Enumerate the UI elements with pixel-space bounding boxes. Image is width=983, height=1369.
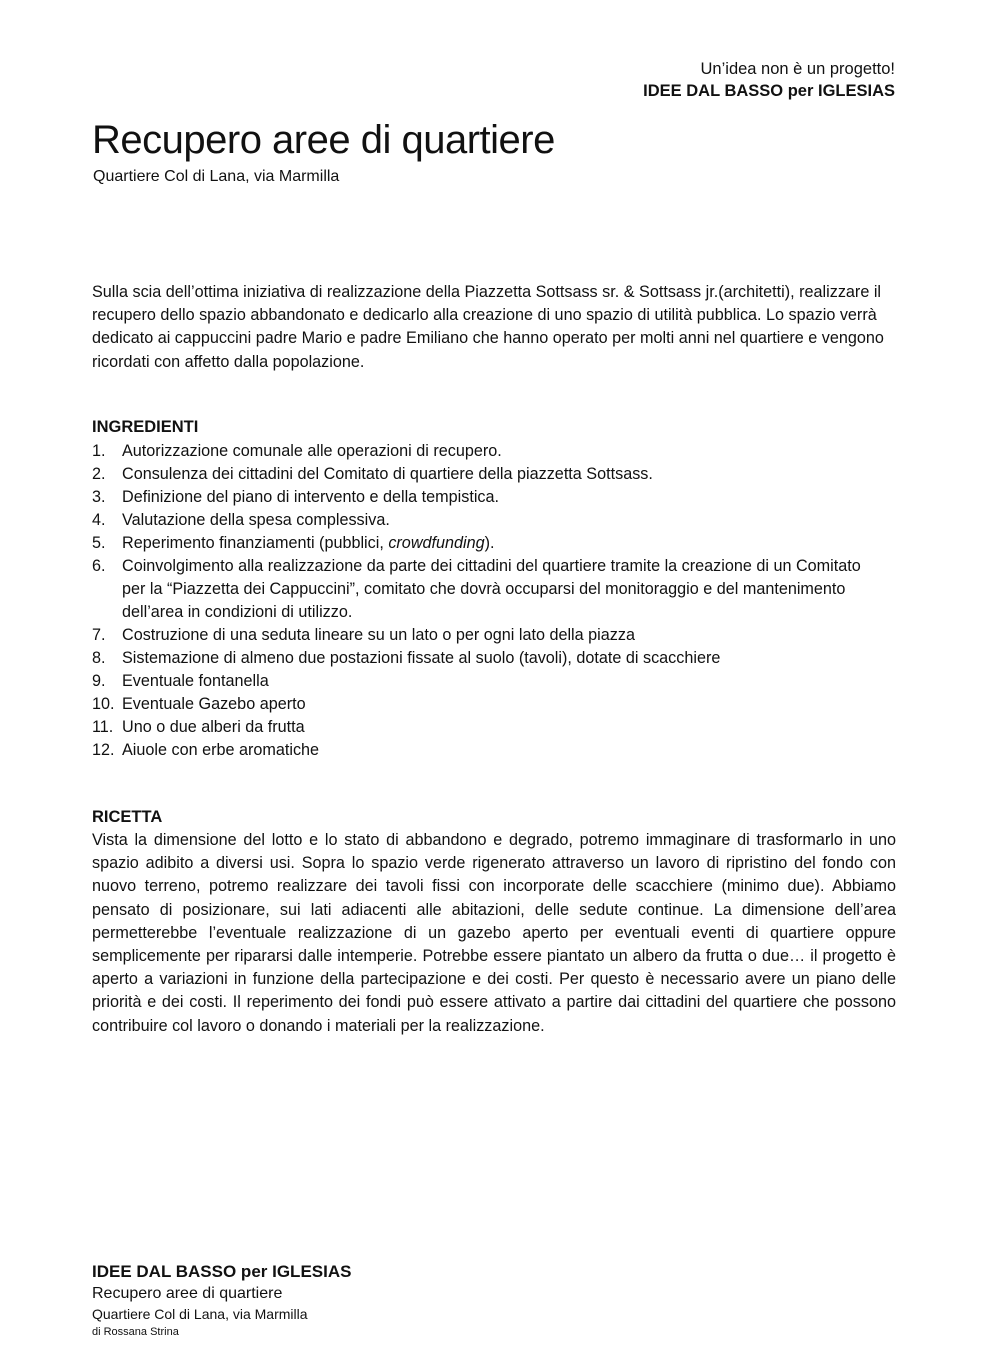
list-item-number: 9. [92,672,106,690]
footer-author: di Rossana Strina [92,1326,179,1338]
list-item [92,532,896,555]
list-item-number: 11. [92,718,114,736]
list-item-text-part: Reperimento finanziamenti (pubblici, [122,534,389,552]
list-item [92,624,896,647]
list-item-number: 5. [92,534,106,552]
list-item-text: Autorizzazione comunale alle operazioni di recupero. [122,442,502,460]
intro-paragraph: Sulla scia dell’ottima iniziativa di realizzazione della Piazzetta Sottsass sr. & Sottsass jr.(architetti), realizzare il recupero dello spazio abbandonato e dedicarlo alla creazione di uno spazio di utilità pubblica. Lo spazio verrà dedicato ai cappuccini padre Mario e padre Emiliano che hanno operato per molti anni nel quartiere e vengono ricordati con affetto dalla popolazione. [92,283,884,371]
list-item [92,716,896,739]
list-item-number: 8. [92,649,106,667]
list-item [92,486,896,509]
list-item [92,509,896,532]
list-item-number: 2. [92,465,106,483]
list-item-number: 12. [92,741,115,759]
header-brand: IDEE DAL BASSO per IGLESIAS [643,82,895,100]
header-tagline: Un’idea non è un progetto! [700,60,895,78]
ingredients-heading: INGREDIENTI [92,418,199,436]
list-item-text: Eventuale fontanella [122,672,269,690]
list-item-text: Definizione del piano di intervento e della tempistica. [122,488,500,506]
list-item [92,693,896,716]
list-item-text: Uno o due alberi da frutta [122,718,305,736]
footer-location: Quartiere Col di Lana, via Marmilla [92,1306,308,1322]
list-item [92,440,896,463]
ingredients-list [92,440,896,762]
page-subtitle: Quartiere Col di Lana, via Marmilla [93,168,340,185]
list-item-text-part: ). [484,534,495,552]
recipe-paragraph: Vista la dimensione del lotto e lo stato di abbandono e degrado, potremo immaginare di trasformarlo in uno spazio adibito a diversi usi. Sopra lo spazio verde rigenerato attraverso un lavoro di ripristino del fondo con nuovo terreno, potremo realizzare dei tavoli fissi con incorporate delle scacchiere (minimo due). Abbiamo pensato di posizionare, sui lati adiacenti alle abitazioni, delle sedute continue. La dimensione dell’area permetterebbe l’eventuale realizzazione di un gazebo aperto per eventuali eventi di quartiere oppure semplicemente per ripararsi dalle intemperie. Potrebbe essere piantato un albero da frutta o due… il progetto è aperto a variazioni in funzione della partecipazione e dei costi. Per questo è necessario avere un piano delle priorità e dei costi. Il reperimento dei fondi può essere attivato a partire dai cittadini del quartiere che possono contribuire col lavoro o donando i materiali per la realizzazione. [92,831,896,1035]
footer-title: Recupero aree di quartiere [92,1285,283,1302]
list-item-text-italic: crowdfunding [388,534,485,552]
list-item-number: 4. [92,511,106,529]
list-item-text: Valutazione della spesa complessiva. [122,511,390,529]
list-item [92,739,896,762]
footer-block [92,1261,692,1340]
list-item-text: Eventuale Gazebo aperto [122,695,306,713]
list-item-number: 3. [92,488,106,506]
header-block [295,58,895,102]
page-title: Recupero aree di quartiere [92,118,555,162]
list-item-number: 10. [92,695,115,713]
recipe-heading: RICETTA [92,808,163,826]
list-item [92,463,896,486]
list-item-text [122,532,896,555]
list-item-number: 6. [92,557,106,575]
list-item-text: Consulenza dei cittadini del Comitato di quartiere della piazzetta Sottsass. [122,465,653,483]
footer-brand: IDEE DAL BASSO per IGLESIAS [92,1262,352,1281]
list-item-text: Aiuole con erbe aromatiche [122,741,320,759]
list-item-number: 7. [92,626,106,644]
list-item-text: Sistemazione di almeno due postazioni fissate al suolo (tavoli), dotate di scacchiere [122,649,721,667]
list-item [92,647,896,670]
list-item [92,670,896,693]
list-item-text: Costruzione di una seduta lineare su un lato o per ogni lato della piazza [122,626,635,644]
list-item-text: Coinvolgimento alla realizzazione da parte dei cittadini del quartiere tramite la creazione di un Comitato per la “Piazzetta dei Cappuccini”, comitato che dovrà occuparsi del monitoraggio e del mantenimento dell’area in condizioni di utilizzo. [122,557,861,621]
list-item [92,555,896,624]
list-item-number: 1. [92,442,106,460]
